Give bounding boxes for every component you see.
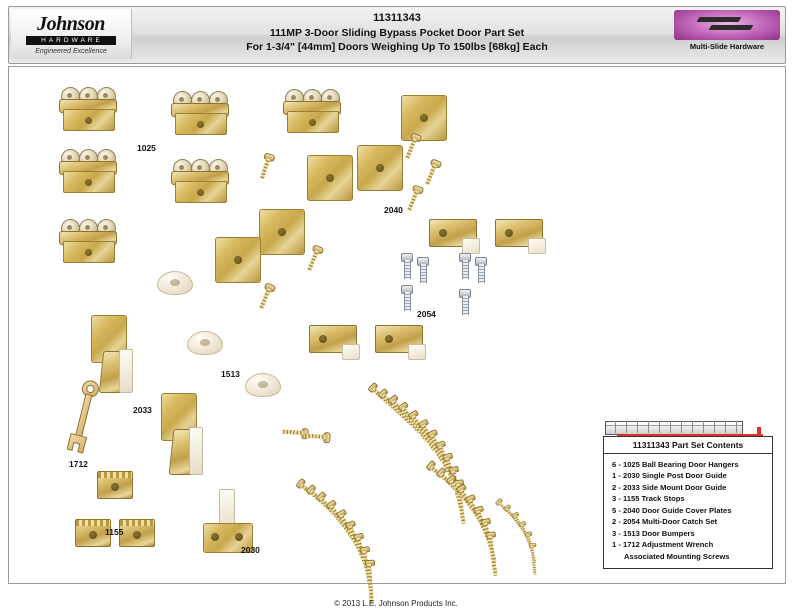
part-2054-bolt <box>475 257 485 283</box>
header-subtitle: For 1-3/4" [44mm] Doors Weighing Up To 150lbs [68kg] Each <box>246 41 548 53</box>
part-2054-bolt <box>417 257 427 283</box>
part-2033-side-guide <box>161 393 217 477</box>
label-2040: 2040 <box>384 205 403 215</box>
contents-list <box>604 454 772 569</box>
list-item: 6 - 1025 Ball Bearing Door Hangers <box>612 459 739 469</box>
mounting-screw <box>422 158 440 185</box>
part-2040-cover-plate <box>357 145 403 191</box>
part-2040-cover-plate <box>215 237 261 283</box>
part-1025-hanger <box>169 91 231 135</box>
mounting-screw <box>304 244 322 271</box>
part-2040-cover-plate <box>259 209 305 255</box>
logo-tagline-text: Engineered Excellence <box>35 48 107 55</box>
part-2054-catch <box>309 325 357 353</box>
part-2054-bolt <box>401 253 411 279</box>
contents-title: 11311343 Part Set Contents <box>604 437 772 454</box>
part-1025-hanger <box>57 219 119 263</box>
multi-slide-icon <box>674 10 780 40</box>
part-2054-bolt <box>401 285 411 311</box>
part-2054-catch <box>429 219 477 247</box>
part-2054-catch <box>495 219 543 247</box>
list-item: 3 - 1513 Door Bumpers <box>612 528 695 538</box>
page-title: 111MP 3-Door Sliding Bypass Pocket Door Part Set <box>269 27 525 39</box>
multi-slide-brand <box>672 10 782 58</box>
part-1025-hanger <box>281 89 343 133</box>
multi-slide-label: Multi-Slide Hardware <box>689 42 765 51</box>
list-item: Associated Mounting Screws <box>624 551 730 561</box>
mounting-screw <box>256 282 274 309</box>
part-2054-catch <box>375 325 423 353</box>
list-item: 1 - 1712 Adjustment Wrench <box>612 540 714 549</box>
list-item: 1 - 2030 Single Post Door Guide <box>612 471 727 480</box>
parts-diagram <box>8 66 786 584</box>
logo-word-text: HARDWARE <box>26 36 116 45</box>
part-2040-cover-plate <box>307 155 353 201</box>
mounting-screw <box>304 431 331 442</box>
list-item: 3 - 1155 Track Stops <box>612 494 685 503</box>
label-2054: 2054 <box>417 309 436 319</box>
part-1025-hanger <box>57 87 119 131</box>
label-2033: 2033 <box>133 405 152 415</box>
list-item: 5 - 2040 Door Guide Cover Plates <box>612 505 732 515</box>
part-1155-track-stop <box>97 471 133 499</box>
part-2054-bolt <box>459 289 469 315</box>
header-part-number: 11311343 <box>373 12 421 24</box>
part-2054-bolt <box>459 253 469 279</box>
part-1513-bumper <box>157 271 193 295</box>
part-1513-bumper <box>187 331 223 355</box>
part-1513-bumper <box>245 373 281 397</box>
header-bar <box>8 6 786 64</box>
mounting-screw <box>404 184 422 211</box>
footer-copyright: © 2013 L.E. Johnson Products Inc. <box>334 599 458 608</box>
logo-name-text: Johnson <box>37 13 105 35</box>
label-2030: 2030 <box>241 545 260 555</box>
part-1025-hanger <box>169 159 231 203</box>
header-title-block <box>137 11 657 54</box>
list-item: 2 - 2054 Multi-Door Catch Set <box>612 517 718 526</box>
label-1712: 1712 <box>69 459 88 469</box>
label-1155: 1155 <box>105 527 124 537</box>
part-1025-hanger <box>57 149 119 193</box>
part-1712-wrench <box>67 379 97 451</box>
part-1155-track-stop <box>119 519 155 547</box>
part-set-contents-panel <box>603 436 773 570</box>
part-2040-cover-plate <box>401 95 447 141</box>
johnson-logo <box>11 9 132 59</box>
mounting-screw <box>257 152 274 180</box>
label-1513: 1513 <box>221 369 240 379</box>
label-1025: 1025 <box>137 143 156 153</box>
list-item: 2 - 2033 Side Mount Door Guide <box>612 482 727 492</box>
